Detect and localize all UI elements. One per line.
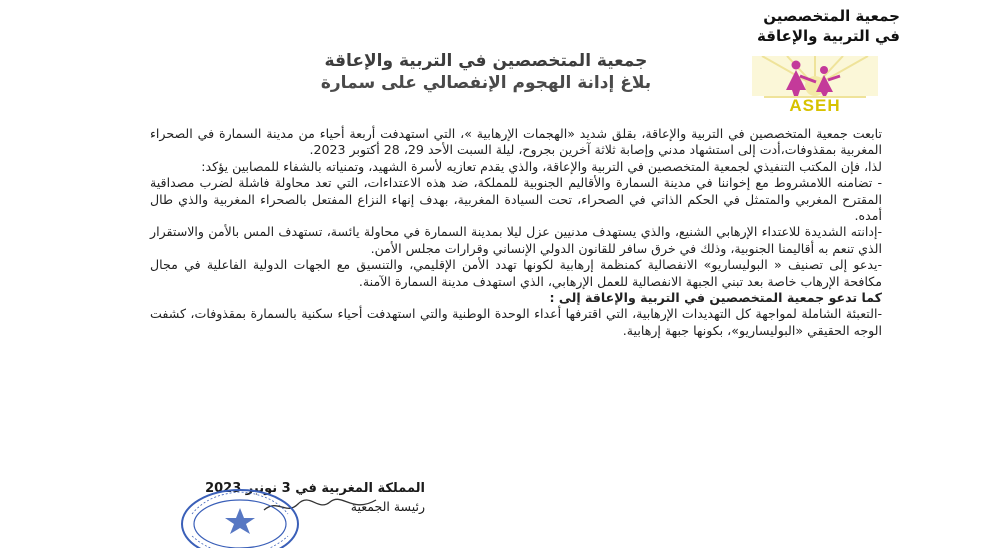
logo-text: ASEH [789,96,841,115]
org-name-line1: جمعية المتخصصين [763,7,900,25]
date-line: المملكة المغربية في 3 نونبر 2023 [205,481,425,496]
signatory-title: رئيسة الجمعية [350,499,425,514]
body-paragraph: -إدانته الشديدة للاعتداء الإرهابي الشنيع، والذي يستهدف مدنيين عزل ليلا بمدينة السمارة في محاولة يائسة، تستهدف المس بالأمن والاستقرار الذي تنعم به أقاليمنا الجنوبية، وذلك في خرق سافر للقانون الدولي الإنساني وقرارات مجلس الأمن. [150,224,882,256]
body-paragraph: تابعت جمعية المتخصصين في التربية والإعاقة، بقلق شديد «الهجمات الإرهابية »، التي استهدفت أربعة أحياء من مدينة السمارة في الصحراء المغربية بمقذوفات،أدت إلى استشهاد مدني وإصابة ثلاثة آخرين بجروح، ليلة السبت الأحد 29، 28 أكتوبر 2023. [150,126,882,158]
org-name-line2: في التربية والإعاقة [757,27,900,45]
document-body [150,126,882,339]
title-line1: جمعية المتخصصين في التربية والإعاقة [324,51,648,71]
body-paragraph: - تضامنه اللامشروط مع إخواننا في مدينة السمارة والأقاليم الجنوبية للمملكة، ضد هذه الاعتداءات، التي تعد محاولة فاشلة لضرب مصداقية المقترح المغربي والمتمثل في الحكم الذاتي في الصحراء، تحت السيادة المغربية، بهدف إنهاء النزاع المفتعل بالصحراء المغربية والذي طال أمده. [150,175,882,224]
call-paragraph: -التعبئة الشاملة لمواجهة كل التهديدات الإرهابية، التي اقترفها أعداء الوحدة الوطنية والتي استهدفت أحياء سكنية بالسمارة بمقذوفات، كشفت الوجه الحقيقي «البوليساريو»، بكونها جبهة إرهابية. [150,306,882,338]
document-title [256,50,716,94]
title-line2: بلاغ إدانة الهجوم الإنفصالي على سمارة [320,73,652,93]
call-heading: كما تدعو جمعية المتخصصين في التربية والإعاقة إلى : [549,290,882,306]
body-paragraph: لذا، فإن المكتب التنفيذي لجمعية المتخصصين في التربية والإعاقة، والذي يقدم تعازيه لأسرة الشهيد، وتمنياته بالشفاء للمصابين يؤكد: [201,158,882,174]
organization-header [757,6,900,46]
body-paragraph: -يدعو إلى تصنيف « البوليساريو» الانفصالية كمنظمة إرهابية لكونها تهدد الأمن الإقليمي، والتنسيق مع الجهات الدولية الفاعلية في مجال مكافحة الإرهاب خاصة بعد تبني الجبهة الانفصالية للعمل الإرهابي، الذي استهدف مدينة السمارة الآمنة. [150,257,882,289]
official-stamp [178,484,302,548]
